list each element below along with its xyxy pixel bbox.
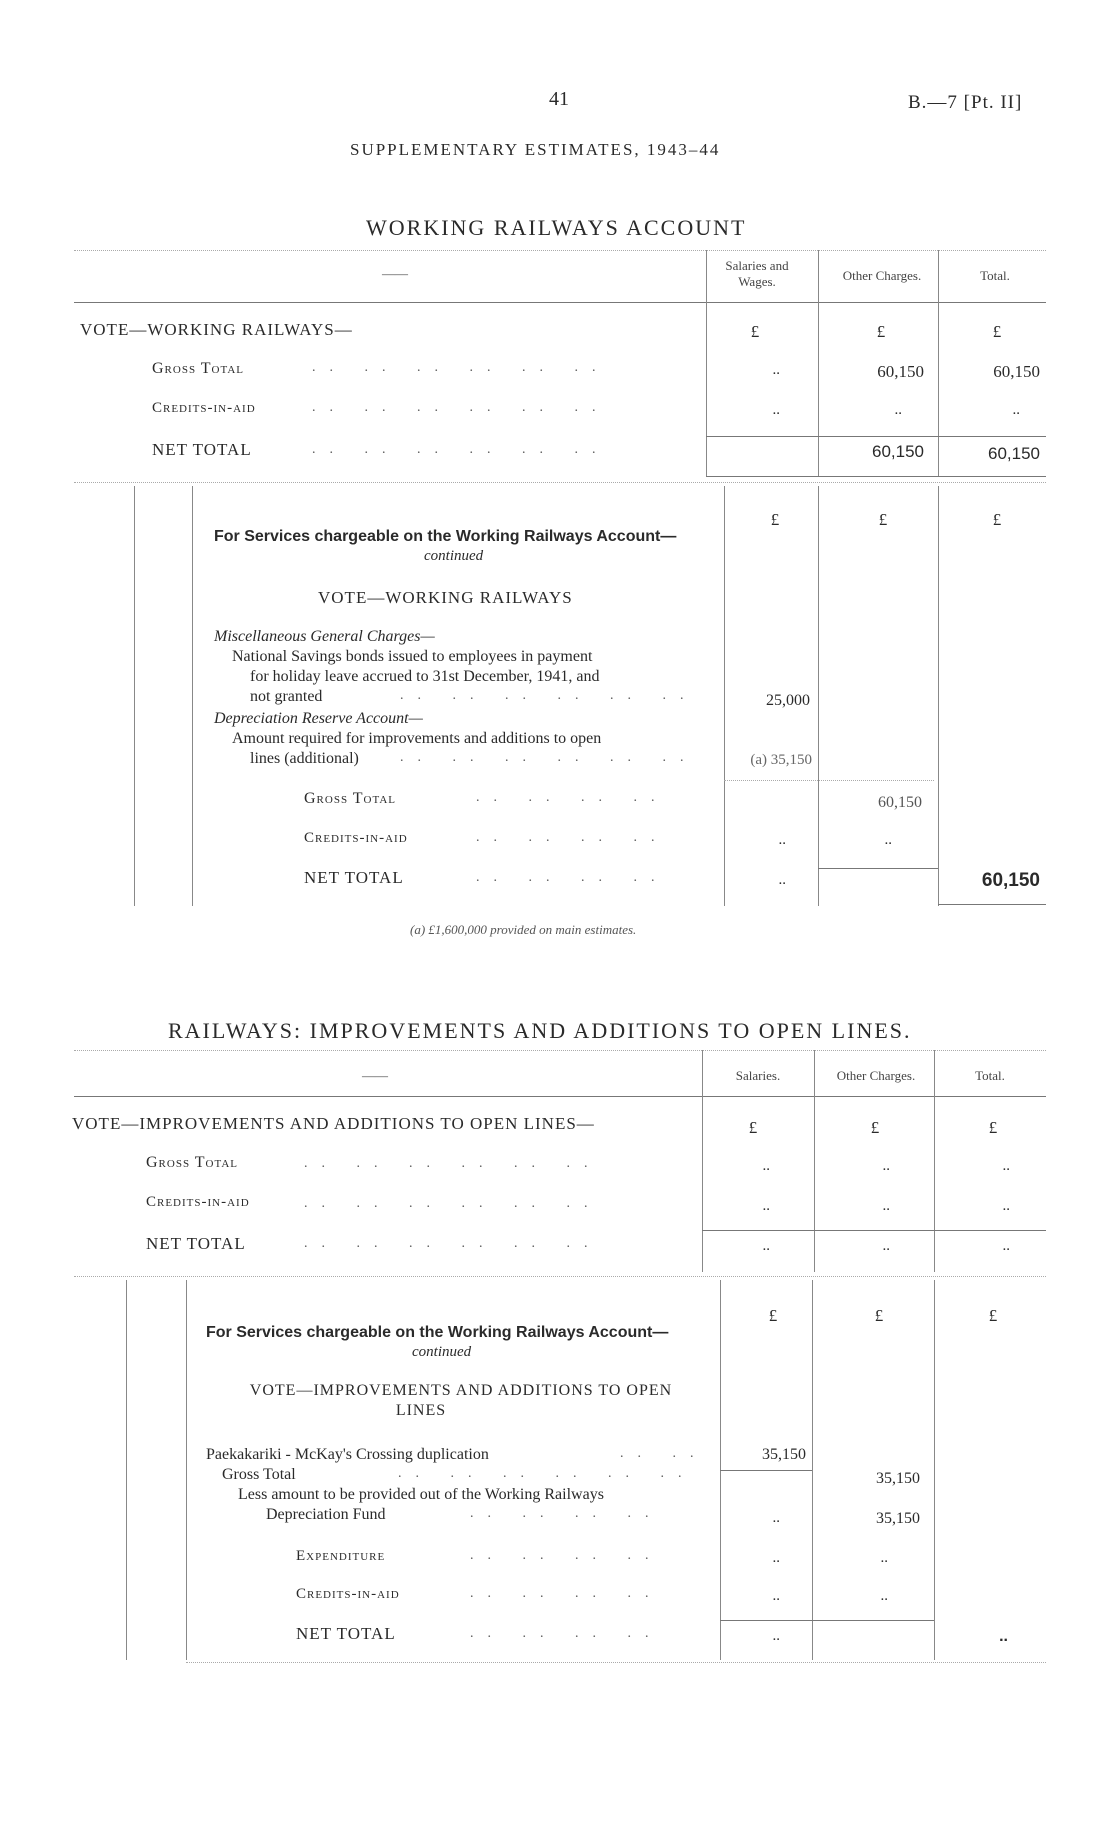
- currency-salaries: £: [768, 1306, 778, 1325]
- depreciation-heading: Depreciation Reserve Account—: [214, 710, 423, 727]
- gross-salaries: ..: [762, 1158, 770, 1174]
- column-divider: [812, 1280, 813, 1660]
- box-gross-other-charges: 35,150: [876, 1470, 920, 1487]
- credits-in-aid-label: Credits-in-aid: [146, 1194, 250, 1210]
- rule: [74, 1276, 1046, 1277]
- net-total: 60,150: [988, 444, 1040, 463]
- box-heading: For Services chargeable on the Working Railways Account—: [206, 1324, 669, 1341]
- credits-other-charges: ..: [882, 1198, 890, 1214]
- leader-dots: .. .. .. .. .. ..: [312, 400, 610, 415]
- expenditure-label: Expenditure: [296, 1548, 386, 1564]
- box-border: [192, 486, 193, 906]
- leader-dots: .. .. .. ..: [470, 1586, 663, 1601]
- currency-other: £: [874, 1306, 884, 1325]
- leader-dots: .. .. .. ..: [470, 1626, 663, 1641]
- rule: [74, 250, 1046, 251]
- box-border: [186, 1280, 187, 1660]
- rule: [74, 482, 1046, 483]
- currency-other: £: [876, 322, 886, 341]
- leader-dots: .. .. .. .. .. ..: [312, 442, 610, 457]
- net-total-label: NET TOTAL: [146, 1234, 246, 1253]
- rule: [74, 1096, 1046, 1097]
- box-border: [126, 1280, 127, 1660]
- box-continued: continued: [424, 548, 484, 564]
- leader-dots: .. .. .. ..: [476, 870, 669, 885]
- box-net-salaries: ..: [772, 1628, 780, 1644]
- column-header-total: Total.: [975, 1068, 1005, 1083]
- column-divider: [934, 1050, 935, 1272]
- gross-other-charges: 60,150: [877, 362, 924, 381]
- column-divider: [702, 1050, 703, 1272]
- box-gross-other-charges: 60,150: [878, 794, 922, 811]
- rule: [724, 780, 934, 781]
- rule: [706, 436, 1046, 437]
- page-number: 41: [549, 88, 569, 110]
- credits-total: ..: [1012, 402, 1020, 418]
- column-header-total: Total.: [980, 268, 1010, 283]
- credits-salaries: ..: [762, 1198, 770, 1214]
- expenditure-other: ..: [880, 1550, 888, 1566]
- credits-salaries: ..: [772, 402, 780, 418]
- rule: [74, 1050, 1046, 1051]
- box-net-total-label: NET TOTAL: [304, 868, 404, 887]
- box-credits-other: ..: [880, 1588, 888, 1604]
- rule: [74, 302, 1046, 303]
- currency-total: £: [988, 1118, 998, 1137]
- box-net-total-label: NET TOTAL: [296, 1624, 396, 1643]
- running-title: SUPPLEMENTARY ESTIMATES, 1943–44: [350, 140, 721, 159]
- depreciation-value: (a) 35,150: [750, 752, 812, 768]
- leader-dots: .. .. .. .. .. ..: [304, 1196, 602, 1211]
- currency-total: £: [992, 322, 1002, 341]
- gross-other-charges: ..: [882, 1158, 890, 1174]
- box-credits-salaries: ..: [772, 1588, 780, 1604]
- column-header-salaries: Salaries.: [735, 1068, 781, 1083]
- gross-total-label: Gross Total: [152, 360, 245, 377]
- document-reference: B.—7 [Pt. II]: [908, 92, 1023, 113]
- rule: [720, 1620, 934, 1621]
- box-heading: For Services chargeable on the Working Railways Account—: [214, 528, 677, 545]
- box-credits-other: ..: [884, 832, 892, 848]
- box-credits-salaries: ..: [778, 832, 786, 848]
- net-other-charges: 60,150: [872, 442, 924, 461]
- net-total-label: NET TOTAL: [152, 440, 252, 459]
- box-gross-total-label: Gross Total: [304, 790, 397, 807]
- misc-charges-heading: Miscellaneous General Charges—: [214, 628, 435, 645]
- column-header-dash: ——: [382, 266, 408, 281]
- rule: [702, 1230, 1046, 1231]
- rule: [720, 1470, 812, 1471]
- leader-dots: .. .. .. .. .. ..: [400, 750, 698, 765]
- gross-total: 60,150: [993, 362, 1040, 381]
- less-amount-line: Depreciation Fund: [266, 1506, 386, 1523]
- net-total: ..: [1002, 1238, 1010, 1254]
- misc-charges-line: for holiday leave accrued to 31st December, 1941, and: [250, 668, 600, 685]
- section-title-working-railways: WORKING RAILWAYS ACCOUNT: [366, 215, 747, 240]
- less-amount-other-charges: 35,150: [876, 1510, 920, 1527]
- net-salaries: ..: [762, 1238, 770, 1254]
- column-header-other-charges: Other Charges.: [836, 1068, 916, 1083]
- leader-dots: .. .. .. ..: [476, 790, 669, 805]
- item-paekakariki-label: Paekakariki - McKay's Crossing duplication: [206, 1446, 489, 1463]
- box-net-total: 60,150: [981, 870, 1040, 891]
- box-credits-label: Credits-in-aid: [296, 1586, 400, 1602]
- vote-label: VOTE—WORKING RAILWAYS—: [80, 320, 353, 339]
- box-vote-heading: VOTE—IMPROVEMENTS AND ADDITIONS TO OPEN: [249, 1382, 673, 1399]
- expenditure-salaries: ..: [772, 1550, 780, 1566]
- column-divider: [938, 250, 939, 476]
- leader-dots: .. .. .. .. .. ..: [400, 688, 698, 703]
- gross-total-label: Gross Total: [146, 1154, 239, 1171]
- rule: [706, 476, 1046, 477]
- column-divider: [818, 486, 819, 906]
- vote-label: VOTE—IMPROVEMENTS AND ADDITIONS TO OPEN LINES—: [72, 1114, 595, 1133]
- depreciation-line: lines (additional): [250, 750, 359, 767]
- currency-other: £: [870, 1118, 880, 1137]
- misc-charges-line: not granted: [250, 688, 323, 705]
- depreciation-line: Amount required for improvements and additions to open: [232, 730, 602, 747]
- rule: [938, 904, 1046, 905]
- gross-salaries: ..: [772, 362, 780, 378]
- leader-dots: .. .. .. .. .. ..: [304, 1236, 602, 1251]
- box-vote-heading-continued: LINES: [395, 1402, 447, 1419]
- less-amount-salaries: ..: [772, 1510, 780, 1526]
- leader-dots: .. .. .. .. .. ..: [304, 1156, 602, 1171]
- gross-total: ..: [1002, 1158, 1010, 1174]
- leader-dots: .. .. .. .. .. ..: [398, 1466, 696, 1481]
- credits-other-charges: ..: [894, 402, 902, 418]
- currency-total: £: [988, 1306, 998, 1325]
- currency-other: £: [878, 510, 888, 529]
- leader-dots: .. ..: [620, 1446, 708, 1461]
- box-credits-label: Credits-in-aid: [304, 830, 408, 846]
- column-divider: [818, 250, 819, 476]
- box-net-salaries: ..: [778, 872, 786, 888]
- misc-charges-value: 25,000: [766, 692, 810, 709]
- currency-salaries: £: [748, 1118, 758, 1137]
- column-divider: [814, 1050, 815, 1272]
- column-divider: [706, 250, 707, 476]
- footnote: (a) £1,600,000 provided on main estimates.: [410, 922, 637, 937]
- column-divider: [934, 1280, 935, 1660]
- currency-total: £: [992, 510, 1002, 529]
- leader-dots: .. .. .. ..: [470, 1548, 663, 1563]
- box-vote-heading: VOTE—WORKING RAILWAYS: [318, 588, 573, 607]
- column-header-dash: ——: [362, 1068, 388, 1083]
- column-header-salaries: Salaries and Wages.: [725, 258, 789, 289]
- column-divider: [938, 486, 939, 906]
- box-border: [134, 486, 135, 906]
- misc-charges-line: National Savings bonds issued to employees in payment: [232, 648, 593, 665]
- credits-in-aid-label: Credits-in-aid: [152, 400, 256, 416]
- currency-salaries: £: [750, 322, 760, 341]
- credits-total: ..: [1002, 1198, 1010, 1214]
- net-other-charges: ..: [882, 1238, 890, 1254]
- leader-dots: .. .. .. .. .. ..: [312, 360, 610, 375]
- rule: [818, 868, 938, 869]
- less-amount-line: Less amount to be provided out of the Working Railways: [238, 1486, 604, 1503]
- section-title-improvements: RAILWAYS: IMPROVEMENTS AND ADDITIONS TO OPEN LINES.: [168, 1018, 912, 1043]
- leader-dots: .. .. .. ..: [470, 1506, 663, 1521]
- item-paekakariki-value: 35,150: [762, 1446, 806, 1463]
- box-continued: continued: [412, 1344, 472, 1360]
- rule: [186, 1662, 1046, 1663]
- box-net-total: ..: [999, 1628, 1008, 1645]
- leader-dots: .. .. .. ..: [476, 830, 669, 845]
- box-gross-total-label: Gross Total: [222, 1466, 296, 1483]
- currency-salaries: £: [770, 510, 780, 529]
- column-header-other-charges: Other Charges.: [842, 268, 922, 283]
- column-divider: [724, 486, 725, 906]
